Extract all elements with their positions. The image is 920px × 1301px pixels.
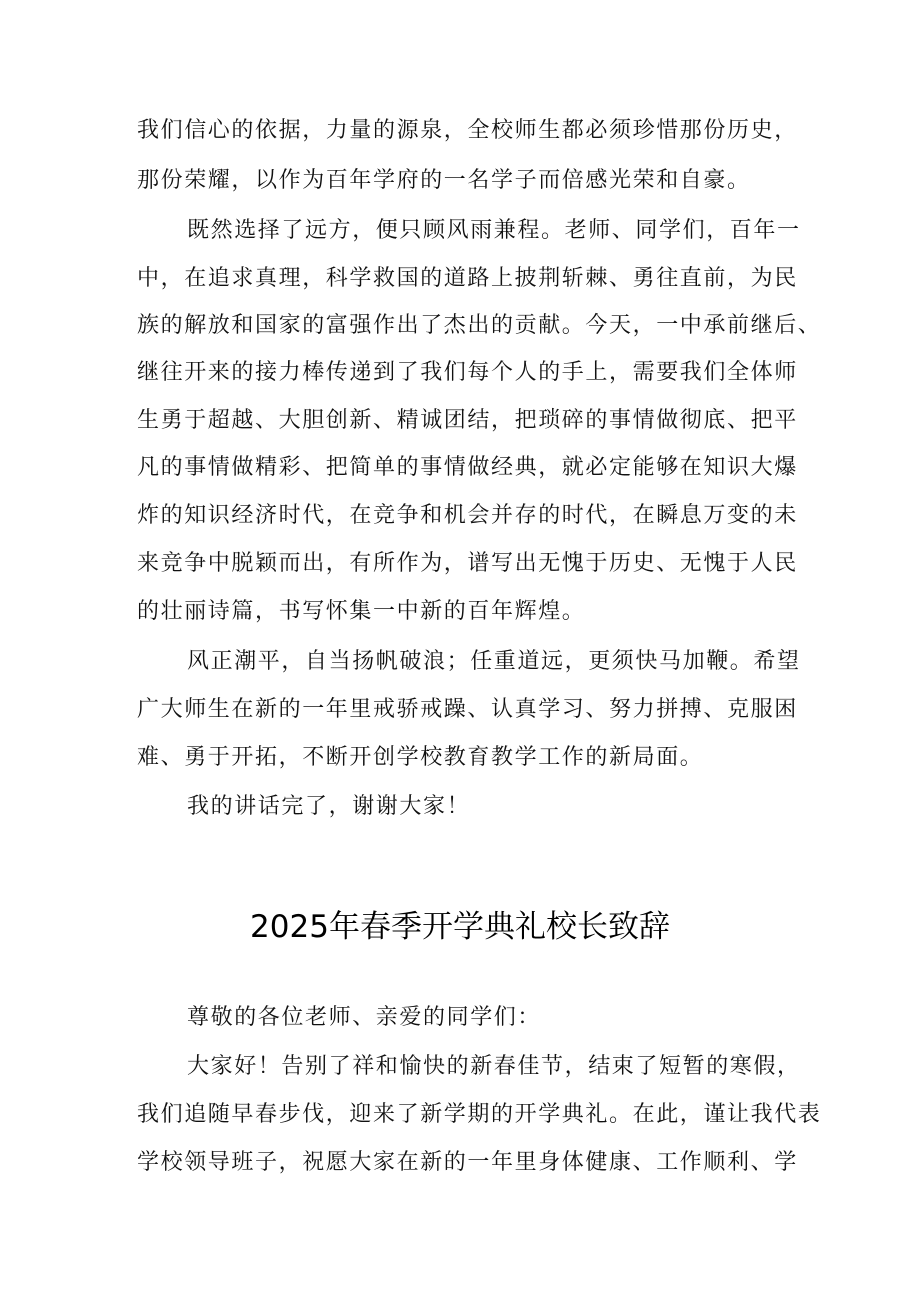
text-line: 族的解放和国家的富强作出了杰出的贡献。今天，一中承前继后、 — [137, 313, 822, 338]
text-line: 大家好！告别了祥和愉快的新春佳节，结束了短暂的寒假， — [187, 1054, 801, 1079]
text-line: 生勇于超越、大胆创新、精诚团结，把琐碎的事情做彻底、把平 — [137, 408, 798, 433]
text-line: 的壮丽诗篇，书写怀集一中新的百年辉煌。 — [137, 599, 586, 624]
text-line: 那份荣耀，以作为百年学府的一名学子而倍感光荣和自豪。 — [137, 168, 751, 193]
text-line: 难、勇于开拓，不断开创学校教育教学工作的新局面。 — [137, 745, 704, 770]
text-line: 我们追随早春步伐，迎来了新学期的开学典礼。在此，谨让我代表 — [137, 1102, 822, 1127]
text-line: 来竞争中脱颖而出，有所作为，谱写出无愧于历史、无愧于人民 — [137, 551, 798, 576]
text-line: 风正潮平，自当扬帆破浪；任重道远，更须快马加鞭。希望 — [187, 649, 801, 674]
document-title: 2025年春季开学典礼校长致辞 — [250, 909, 670, 945]
text-line: 凡的事情做精彩、把简单的事情做经典，就必定能够在知识大爆 — [137, 455, 798, 480]
salutation-line: 尊敬的各位老师、亲爱的同学们： — [187, 1005, 542, 1030]
text-line: 继往开来的接力棒传递到了我们每个人的手上，需要我们全体师 — [137, 360, 798, 385]
text-line: 学校领导班子，祝愿大家在新的一年里身体健康、工作顺利、学 — [137, 1150, 798, 1175]
text-line: 炸的知识经济时代，在竞争和机会并存的时代，在瞬息万变的未 — [137, 503, 798, 528]
text-line: 既然选择了远方，便只顾风雨兼程。老师、同学们，百年一 — [187, 218, 801, 243]
text-line: 我的讲话完了，谢谢大家！ — [187, 794, 471, 819]
text-line: 我们信心的依据，力量的源泉，全校师生都必须珍惜那份历史， — [137, 118, 798, 143]
text-line: 中，在追求真理，科学救国的道路上披荆斩棘、勇往直前，为民 — [137, 266, 798, 291]
text-line: 广大师生在新的一年里戒骄戒躁、认真学习、努力拼搏、克服困 — [137, 697, 798, 722]
